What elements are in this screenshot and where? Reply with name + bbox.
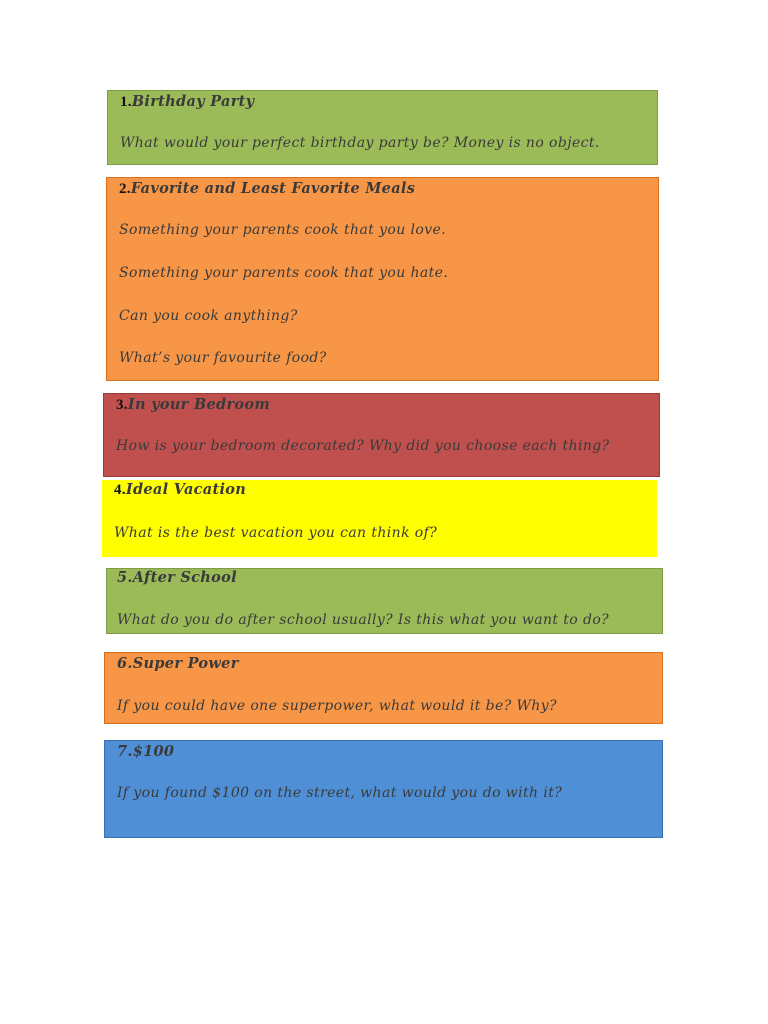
section-vacation xyxy=(102,480,657,557)
question-line: What’s your favourite food? xyxy=(119,350,327,366)
section-title: 6.Super Power xyxy=(117,655,239,672)
section-title: 1.Birthday Party xyxy=(120,93,255,110)
section-bedroom xyxy=(103,393,660,477)
section-title: 2.Favorite and Least Favorite Meals xyxy=(119,180,416,197)
question-line: What would your perfect birthday party be? Money is no object. xyxy=(120,135,600,151)
section-title: 3.In your Bedroom xyxy=(116,396,271,413)
question-line: How is your bedroom decorated? Why did you choose each thing? xyxy=(116,438,610,454)
question-line: If you could have one superpower, what would it be? Why? xyxy=(117,698,557,714)
question-line: Something your parents cook that you hate. xyxy=(119,265,449,281)
section-100-dollars xyxy=(104,740,663,838)
section-after-school xyxy=(106,568,663,634)
question-line: If you found $100 on the street, what would you do with it? xyxy=(117,785,563,801)
section-title: 5.After School xyxy=(117,569,237,586)
section-meals xyxy=(106,177,659,381)
section-birthday-party xyxy=(107,90,658,165)
section-title: 7.$100 xyxy=(117,743,175,760)
question-line: Something your parents cook that you love. xyxy=(119,222,447,238)
question-line: Can you cook anything? xyxy=(119,308,298,324)
question-line: What do you do after school usually? Is this what you want to do? xyxy=(117,612,610,628)
question-line: What is the best vacation you can think of? xyxy=(114,525,438,541)
section-super-power xyxy=(104,652,663,724)
section-title: 4.Ideal Vacation xyxy=(114,481,247,498)
